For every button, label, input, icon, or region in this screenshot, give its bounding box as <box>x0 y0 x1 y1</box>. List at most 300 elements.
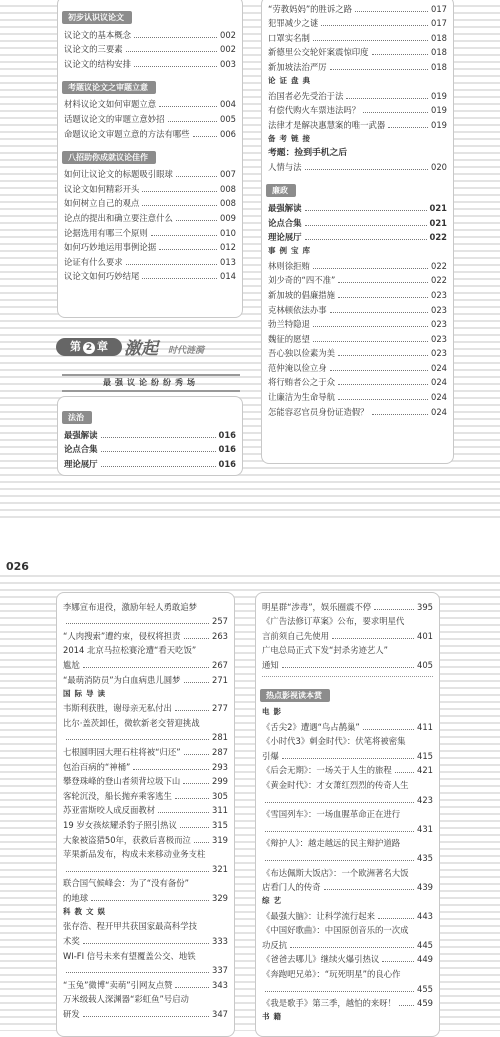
toc-entry <box>58 254 242 269</box>
entry-page: 022 <box>429 232 447 243</box>
subsection-label: 电影 <box>262 706 285 716</box>
dot-leader <box>313 341 428 342</box>
toc-entry <box>262 117 453 132</box>
exam-question: 考题：捡到手机之后 <box>268 147 348 158</box>
chapter-suffix: 章 <box>97 340 108 353</box>
dot-leader <box>83 1016 209 1017</box>
entry-title: 研发 <box>63 1009 80 1020</box>
toc-entry <box>58 56 242 71</box>
dot-leader <box>282 667 414 668</box>
dot-leader <box>91 900 209 901</box>
section-tab: 热点影视读本赏 <box>260 689 330 702</box>
dot-leader <box>83 943 209 944</box>
toc-entry <box>57 614 234 629</box>
dot-leader <box>338 355 428 356</box>
dot-leader <box>330 370 428 371</box>
entry-page: 010 <box>220 227 236 238</box>
entry-title: 新加坡法治严厉 <box>268 61 327 72</box>
entry-title: “玉兔”微博“卖萌”引网友点赞 <box>63 979 173 990</box>
dot-leader <box>159 106 217 107</box>
toc-entry <box>262 30 453 45</box>
entry-page: 021 <box>429 217 447 228</box>
entry-page: 024 <box>431 392 447 403</box>
entry-page: 337 <box>212 965 228 976</box>
entry-page: 319 <box>212 834 228 845</box>
entry-title: 让廉洁为生命导航 <box>268 392 335 403</box>
toc-entry <box>262 160 453 175</box>
toc-entry <box>256 937 439 952</box>
toc-entry <box>256 880 439 895</box>
section-tab: 初步认识议论文 <box>62 11 132 24</box>
toc-entry <box>57 643 234 658</box>
entry-title: 通知 <box>262 659 279 670</box>
toc-entry <box>58 442 242 457</box>
toc-entry <box>256 719 439 734</box>
dot-leader <box>313 326 428 327</box>
toc-entry <box>262 331 453 346</box>
entry-title: 明星群“涉毒”，娱乐圈震不停 <box>262 601 372 612</box>
chapter-prefix: 第 <box>70 340 81 353</box>
toc-entry <box>57 701 234 716</box>
entry-page: 263 <box>212 630 228 641</box>
entry-title: 如何树立自己的观点 <box>64 198 140 209</box>
entry-title: 新德里公交轮奸案震惊印度 <box>268 47 369 58</box>
entry-title: 引爆 <box>262 750 279 761</box>
entry-page: 014 <box>220 271 236 282</box>
toc-entry <box>256 763 439 778</box>
entry-title: 议论文如何精彩开头 <box>64 183 140 194</box>
toc-entry <box>57 861 234 876</box>
entry-page: 277 <box>212 703 228 714</box>
toc-entry <box>262 302 453 317</box>
bottom-right-toc-panel <box>255 592 440 1037</box>
subsection-label: 备考链接 <box>268 133 314 143</box>
entry-page: 022 <box>431 275 447 286</box>
dot-leader <box>142 278 217 279</box>
entry-page: 347 <box>212 1009 228 1020</box>
entry-page: 019 <box>431 105 447 116</box>
dot-leader <box>346 98 428 99</box>
dot-leader <box>101 437 216 438</box>
divider <box>262 676 433 677</box>
entry-page: 281 <box>212 732 228 743</box>
toc-entry <box>256 923 439 938</box>
bottom-right-toc-list <box>256 593 439 1024</box>
entry-page: 343 <box>212 979 228 990</box>
entry-page: 299 <box>212 776 228 787</box>
entry-page: 459 <box>417 998 433 1009</box>
dot-leader <box>159 249 217 250</box>
entry-page: 267 <box>212 659 228 670</box>
dot-leader <box>399 1005 414 1006</box>
entry-title: 言前须自己先使用 <box>262 630 329 641</box>
entry-page: 002 <box>220 44 236 55</box>
entry-title: 命题议论文审题立意的方法有哪些 <box>64 128 190 139</box>
dot-leader <box>101 466 216 467</box>
entry-page: 016 <box>218 458 236 469</box>
entry-title: 魏征的愿望 <box>268 333 310 344</box>
entry-page: 455 <box>417 983 433 994</box>
dot-leader <box>126 264 217 265</box>
entry-title: 《布达佩斯大饭店》：一个欧洲著名大饭 <box>262 867 409 878</box>
dot-leader <box>338 297 428 298</box>
entry-title: 法律才是解决惠慧案的唯一武器 <box>268 119 386 130</box>
section-tab-wrap <box>58 141 242 167</box>
dot-leader <box>290 947 414 948</box>
dot-leader <box>382 961 414 962</box>
dot-leader <box>194 842 209 843</box>
dot-leader <box>395 772 414 773</box>
entry-title: 克林顿依法办事 <box>268 304 327 315</box>
toc-entry <box>58 456 242 471</box>
entry-title: 议论文的基本概念 <box>64 29 131 40</box>
subsection-label: 科教文娱 <box>63 906 109 916</box>
dot-leader <box>184 638 209 639</box>
section-tab-wrap <box>262 174 453 200</box>
dot-leader <box>372 414 429 415</box>
entry-title: 19 岁女孩炫耀杀豹子照引热议 <box>63 819 177 830</box>
section-tab: 法治 <box>62 411 92 424</box>
entry-title: 最强解读 <box>64 429 98 440</box>
entry-title: 客轮沉没，船长抛弃乘客逃生 <box>63 790 172 801</box>
entry-page: 006 <box>220 128 236 139</box>
toc-entry <box>58 126 242 141</box>
law-toc-panel <box>57 396 243 476</box>
entry-page: 017 <box>431 3 447 14</box>
entry-title: 联合国气候峰会：为了“没有备份” <box>63 878 189 889</box>
entry-page: 018 <box>431 61 447 72</box>
dot-leader <box>338 282 428 283</box>
entry-page: 449 <box>417 954 433 965</box>
entry-page: 020 <box>431 162 447 173</box>
entry-page: 024 <box>431 377 447 388</box>
toc-entry <box>256 657 439 672</box>
entry-title: 苹果新品发布，构成未来移动业务支柱 <box>63 849 206 860</box>
entry-title: 吾心独以俭素为美 <box>268 348 335 359</box>
bottom-left-toc-list <box>57 593 234 1021</box>
entry-title: 人情与法 <box>268 162 302 173</box>
dot-leader <box>66 739 209 740</box>
entry-page: 023 <box>431 319 447 330</box>
entry-title: 材料议论文如何审题立意 <box>64 99 157 110</box>
entry-title: 店看门人的传奇 <box>262 882 321 893</box>
toc-entry <box>57 657 234 672</box>
entry-page: 002 <box>220 29 236 40</box>
entry-title: 话题议论文的审题立意妙招 <box>64 113 165 124</box>
dot-leader <box>134 66 217 67</box>
dot-leader <box>265 860 414 861</box>
entry-title: 比尔·盖茨卸任，微软新老交替迎挑战 <box>63 717 200 728</box>
toc-entry <box>256 821 439 836</box>
dot-leader <box>184 682 209 683</box>
toc-entry <box>58 111 242 126</box>
chapter-subtitle: 时代涟漪 <box>168 346 205 356</box>
entry-title: 如何巧妙地运用事例论据 <box>64 242 157 253</box>
dot-leader <box>180 827 209 828</box>
toc-entry <box>256 748 439 763</box>
dot-leader <box>175 798 209 799</box>
entry-page: 411 <box>417 721 433 732</box>
dot-leader <box>265 802 414 803</box>
entry-title: 《爸爸去哪儿》继续火爆引热议 <box>262 954 380 965</box>
entry-title: 的地球 <box>63 892 89 903</box>
entry-page: 287 <box>212 746 228 757</box>
entry-title: 《广告法修订草案》公布，要求明星代 <box>262 616 405 627</box>
toc-entry <box>256 599 439 614</box>
toc-entry <box>262 258 453 273</box>
dot-leader <box>355 11 428 12</box>
entry-page: 009 <box>220 212 236 223</box>
dot-leader <box>305 169 429 170</box>
entry-page: 003 <box>220 58 236 69</box>
entry-page: 019 <box>431 90 447 101</box>
toc-entry <box>58 181 242 196</box>
entry-title: WI-FI 信号未来有望覆盖公交、地铁 <box>63 950 196 961</box>
entry-page: 024 <box>431 406 447 417</box>
entry-title: 论点的提出和确立要注意什么 <box>64 212 173 223</box>
entry-page: 311 <box>212 805 228 816</box>
section-tab-wrap <box>256 679 439 705</box>
entry-title: 口罩实名制 <box>268 32 310 43</box>
dot-leader <box>374 609 414 610</box>
entry-title: 术奖 <box>63 936 80 947</box>
toc-entry <box>58 167 242 182</box>
entry-page: 022 <box>431 260 447 271</box>
page-gap <box>0 520 500 570</box>
toc-entry <box>262 200 453 215</box>
entry-page: 271 <box>212 674 228 685</box>
entry-title: 《奔跑吧兄弟》：“玩死明星”的良心作 <box>262 969 401 980</box>
toc-entry <box>58 42 242 57</box>
toc-entry <box>57 788 234 803</box>
toc-entry <box>57 948 234 963</box>
toc-entry <box>256 966 439 981</box>
toc-entry <box>262 230 453 245</box>
toc-entry <box>57 919 234 934</box>
top-left-toc-list <box>58 0 242 283</box>
entry-title: 最强解读 <box>268 202 302 213</box>
entry-title: 犯罪减少之谜 <box>268 18 319 29</box>
dot-leader <box>151 235 217 236</box>
entry-title: “劳教妈妈”的胜诉之路 <box>268 3 353 14</box>
toc-entry <box>262 215 453 230</box>
entry-page: 016 <box>218 444 236 455</box>
entry-title: 论点合集 <box>268 217 302 228</box>
toc-entry <box>57 628 234 643</box>
dot-leader <box>168 121 218 122</box>
toc-entry <box>262 360 453 375</box>
top-right-toc-list <box>262 0 453 419</box>
toc-entry <box>57 744 234 759</box>
toc-entry <box>58 196 242 211</box>
entry-page: 431 <box>417 823 433 834</box>
entry-title: 《中国好歌曲》：中国原创音乐的一次成 <box>262 925 409 936</box>
entry-title: 《舌尖2》遭遇“鸟占鹊巢” <box>262 721 360 732</box>
entry-page: 395 <box>417 601 433 612</box>
entry-title: 万米级载人深渊器“彩虹鱼”号启动 <box>63 994 189 1005</box>
entry-page: 443 <box>417 910 433 921</box>
dot-leader <box>305 210 427 211</box>
entry-page: 023 <box>431 304 447 315</box>
toc-entry <box>58 225 242 240</box>
entry-title: 《辩护人》：越走越远的民主辩护道路 <box>262 838 401 849</box>
section-tab: 八招助你成就议论佳作 <box>62 151 156 164</box>
entry-page: 315 <box>212 819 228 830</box>
toc-entry <box>57 1006 234 1021</box>
toc-entry <box>58 27 242 42</box>
dot-leader <box>265 831 414 832</box>
top-left-toc-panel <box>57 0 243 318</box>
entry-title: 包治百病的“神桶” <box>63 761 131 772</box>
entry-title: 勃兰特隐退 <box>268 319 310 330</box>
toc-entry <box>262 317 453 332</box>
entry-title: 《黄金时代》：才女萧红烈烈的传奇人生 <box>262 779 409 790</box>
toc-entry <box>256 807 439 822</box>
dot-leader <box>305 239 427 240</box>
entry-page: 415 <box>417 750 433 761</box>
entry-page: 421 <box>417 765 433 776</box>
top-right-toc-panel <box>261 0 454 464</box>
entry-title: 林则徐拒贿 <box>268 260 310 271</box>
toc-entry <box>57 715 234 730</box>
dot-leader <box>305 225 427 226</box>
toc-entry <box>256 643 439 658</box>
toc-entry <box>58 240 242 255</box>
entry-page: 017 <box>431 18 447 29</box>
toc-entry <box>57 963 234 978</box>
entry-title: 论证有什么要求 <box>64 256 123 267</box>
entry-page: 013 <box>220 256 236 267</box>
dot-leader <box>142 191 217 192</box>
entry-title: 广电总局正式下发“封杀劣迹艺人” <box>262 645 388 656</box>
entry-title: 尴尬 <box>63 659 80 670</box>
toc-entry <box>57 730 234 745</box>
dot-leader <box>175 987 209 988</box>
toc-entry <box>262 16 453 31</box>
entry-title: 《后会无期》：一场关于人生的旅程 <box>262 765 392 776</box>
entry-page: 305 <box>212 790 228 801</box>
subsection-label: 事例宝库 <box>268 246 314 256</box>
toc-entry <box>256 996 439 1011</box>
dot-leader <box>83 667 209 668</box>
toc-entry <box>57 817 234 832</box>
entry-page: 333 <box>212 936 228 947</box>
entry-page: 007 <box>220 169 236 180</box>
subsection-label: 综艺 <box>262 896 285 906</box>
toc-entry <box>256 628 439 643</box>
toc-entry <box>57 977 234 992</box>
dot-leader <box>282 758 414 759</box>
dot-leader <box>332 638 414 639</box>
entry-page: 023 <box>431 348 447 359</box>
toc-entry <box>256 908 439 923</box>
entry-page: 008 <box>220 198 236 209</box>
section-tab: 考题议论文之审题立意 <box>62 81 156 94</box>
toc-entry <box>256 614 439 629</box>
entry-page: 005 <box>220 113 236 124</box>
toc-entry <box>256 865 439 880</box>
entry-page: 321 <box>212 863 228 874</box>
page-number: 026 <box>6 560 29 573</box>
entry-page: 004 <box>220 99 236 110</box>
toc-entry <box>58 427 242 442</box>
dot-leader <box>313 268 428 269</box>
toc-entry <box>262 375 453 390</box>
dot-leader <box>176 176 217 177</box>
entry-title: 怎能容忍官员身份证造假？ <box>268 406 369 417</box>
entry-page: 401 <box>417 630 433 641</box>
entry-title: “最萌消防员”为白血病患儿圆梦 <box>63 674 181 685</box>
entry-title: 七根圆明园大理石柱将被“归还” <box>63 746 181 757</box>
toc-entry <box>57 803 234 818</box>
entry-title: 功反抗 <box>262 939 288 950</box>
entry-title: 张存浩、程开甲共获国家最高科学技 <box>63 921 197 932</box>
entry-page: 435 <box>417 852 433 863</box>
subsection-label: 书籍 <box>262 1012 285 1022</box>
entry-page: 024 <box>431 362 447 373</box>
section-tab-wrap <box>58 71 242 97</box>
entry-page: 016 <box>218 429 236 440</box>
dot-leader <box>330 312 428 313</box>
dot-leader <box>133 769 209 770</box>
entry-title: 论点合集 <box>64 444 98 455</box>
toc-entry <box>262 88 453 103</box>
section-tab: 廉政 <box>266 184 296 197</box>
dot-leader <box>324 889 414 890</box>
entry-title: 议论文的三要素 <box>64 44 123 55</box>
toc-entry <box>256 777 439 792</box>
entry-page: 021 <box>429 202 447 213</box>
bottom-left-toc-panel <box>56 592 235 1037</box>
toc-entry <box>57 759 234 774</box>
toc-entry <box>262 45 453 60</box>
entry-title: 刘少奇的“四不准” <box>268 275 336 286</box>
dot-leader <box>175 710 209 711</box>
entry-title: 议论文的结构安排 <box>64 58 131 69</box>
dot-leader <box>265 991 414 992</box>
dot-leader <box>363 729 414 730</box>
entry-title: 论据选用有哪三个原则 <box>64 227 148 238</box>
toc-entry <box>256 734 439 749</box>
entry-title: 《雪国列车》：一场血腥革命正在进行 <box>262 809 401 820</box>
section-tab-wrap <box>58 1 242 27</box>
dot-leader <box>101 451 216 452</box>
entry-title: 韦斯利获胜，谢母亲无私付出 <box>63 703 172 714</box>
subsection-label: 国际导读 <box>63 688 109 698</box>
section-banner: 最强议论纷纷秀场 <box>62 374 240 392</box>
entry-title: 理论展厅 <box>268 232 302 243</box>
toc-entry <box>262 103 453 118</box>
entry-title: 大象被盗猎50年，获救后喜极而泣 <box>63 834 191 845</box>
entry-title: 范仲淹以俭立身 <box>268 362 327 373</box>
toc-entry <box>57 933 234 948</box>
entry-page: 019 <box>431 119 447 130</box>
entry-page: 329 <box>212 892 228 903</box>
toc-entry <box>262 346 453 361</box>
toc-entry <box>256 952 439 967</box>
entry-title: 苏亚雷斯咬人成反面教材 <box>63 805 156 816</box>
dot-leader <box>313 40 428 41</box>
subsection-label: 论证盘典 <box>268 75 314 85</box>
entry-title: 李娜宣布退役，激励年轻人勇敢追梦 <box>63 601 197 612</box>
entry-title: 如何让议论文的标题吸引眼球 <box>64 169 173 180</box>
entry-page: 423 <box>417 794 433 805</box>
entry-title: 《最强大脑》：让科学流行起来 <box>262 910 376 921</box>
entry-page: 293 <box>212 761 228 772</box>
dot-leader <box>388 127 428 128</box>
dot-leader <box>372 54 429 55</box>
toc-entry <box>256 981 439 996</box>
